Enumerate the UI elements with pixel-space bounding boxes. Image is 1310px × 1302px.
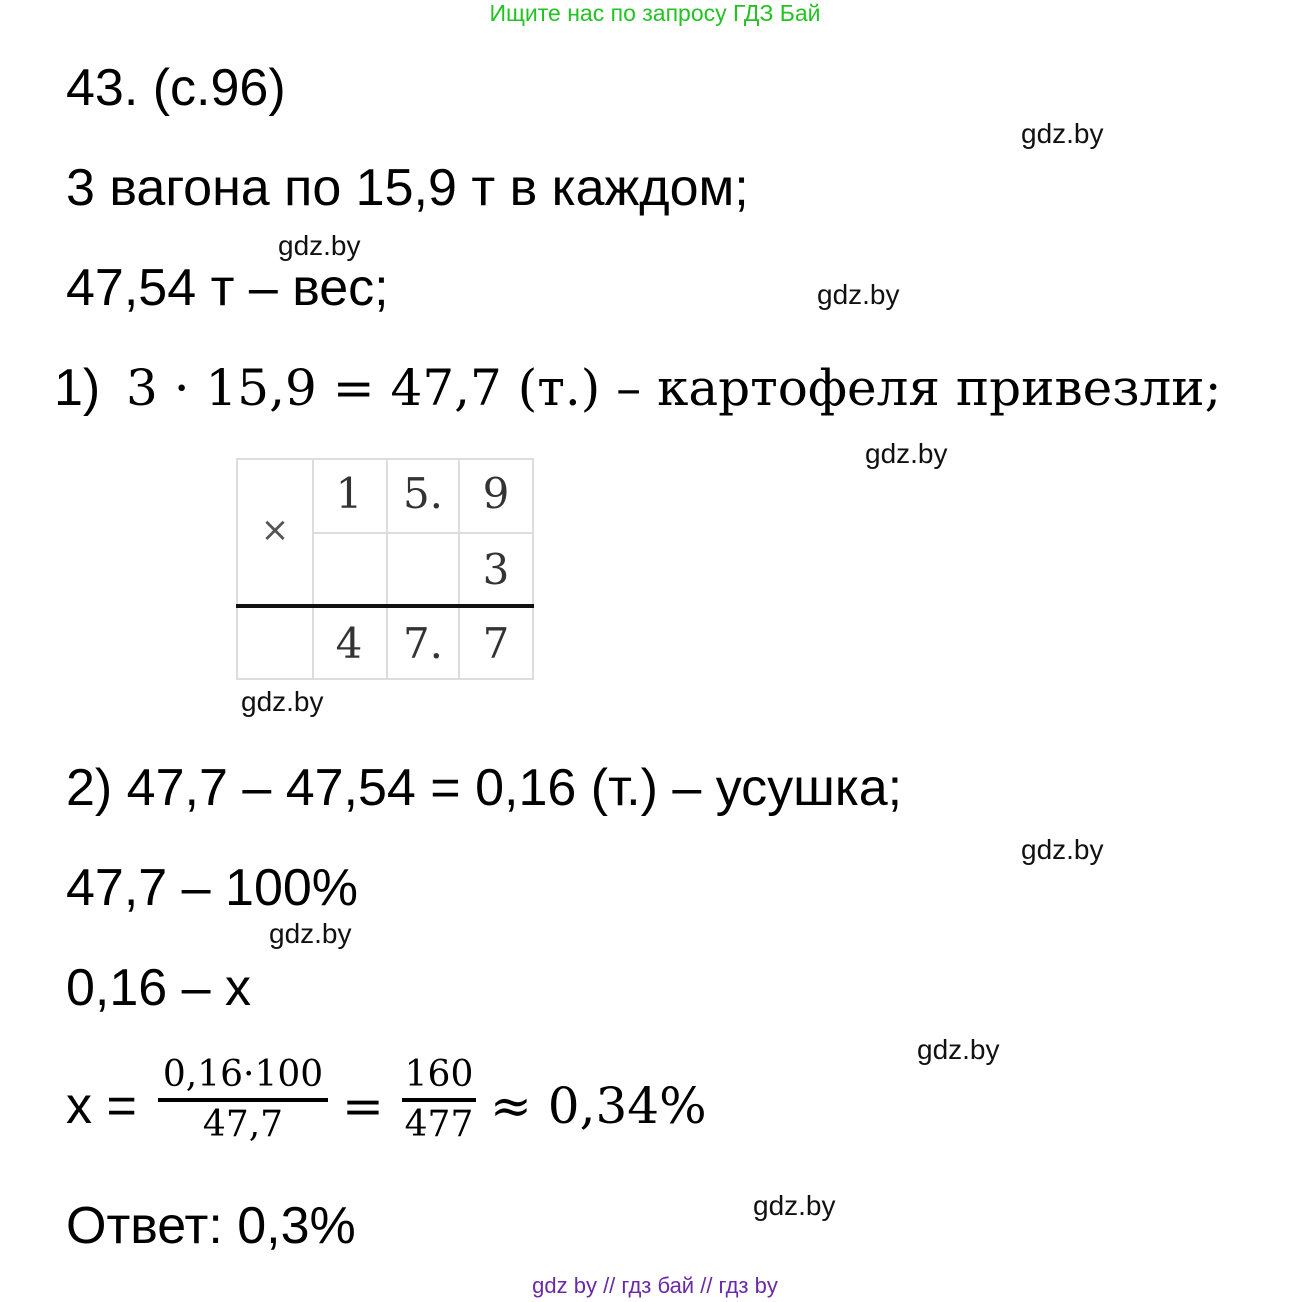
grid-cell: 1 [335,469,363,518]
multiplication-operator: × [260,510,290,550]
fraction-1-denominator: 47,7 [202,1104,284,1145]
watermark: gdz.by [1021,834,1104,865]
watermark: gdz.by [1021,118,1104,149]
condition-line-1: 3 вагона по 15,9 т в каждом; [66,159,749,217]
step1-number: 1) [54,359,101,417]
grid-cell: 7. [402,619,444,668]
problem-heading: 43. (с.96) [66,59,286,117]
watermark: gdz.by [753,1190,836,1221]
fraction-2-numerator: 160 [404,1054,474,1095]
fraction-bar [158,1098,328,1102]
grid-cell: 7 [482,619,510,668]
proportion-line-2: 0,16 – x [66,959,252,1017]
equation-equals: = [342,1077,384,1135]
grid-cell: 4 [335,619,363,668]
grid-line [312,532,534,534]
condition-line-2: 47,54 т – вес; [66,259,389,317]
step1-expression: 3 · 15,9 = 47,7 (т.) – картофеля привезли; [126,359,1222,417]
watermark: gdz.by [278,230,361,261]
answer-line: Ответ: 0,3% [66,1197,356,1255]
fraction-1-numerator: 0,16·100 [162,1054,324,1095]
bottom-banner: gdz by // гдз бай // гдз by [532,1273,778,1298]
grid-cell: 9 [482,469,510,518]
fraction-2 [402,1054,476,1146]
watermark: gdz.by [269,918,352,949]
top-banner: Ищите нас по запросу ГДЗ Бай [489,0,821,26]
watermark: gdz.by [917,1034,1000,1065]
fraction-bar [402,1098,476,1102]
step2-line: 2) 47,7 – 47,54 = 0,16 (т.) – усушка; [66,759,903,817]
grid-cell: 3 [482,545,510,594]
grid-cell: 5. [402,469,444,518]
fraction-2-denominator: 477 [404,1104,474,1145]
multiplication-result-line [236,604,534,608]
equation-lhs: x = [66,1077,137,1135]
fraction-1 [158,1054,328,1146]
proportion-line-1: 47,7 – 100% [66,859,359,917]
watermark: gdz.by [241,686,324,717]
watermark: gdz.by [865,438,948,469]
equation-result: ≈ 0,34% [490,1077,707,1135]
watermark: gdz.by [817,279,900,310]
